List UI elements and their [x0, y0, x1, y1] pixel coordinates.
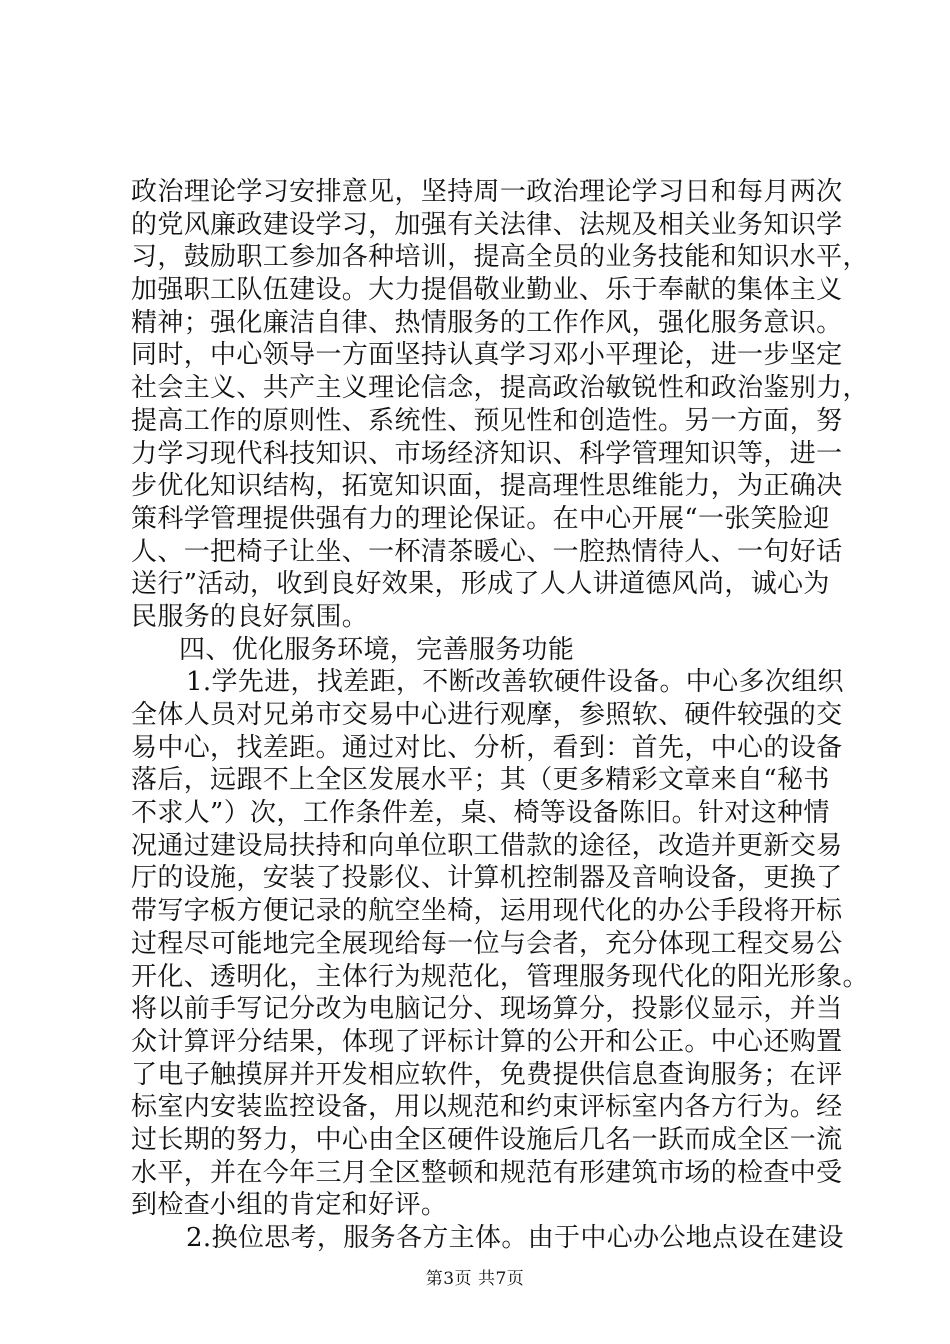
text-line: 况通过建设局扶持和向单位职工借款的途径，改造并更新交易	[131, 830, 843, 861]
text-line: 力学习现代科技知识、市场经济知识、科学管理知识等，进一	[131, 438, 843, 469]
text-line: 水平，并在今年三月全区整顿和规范有形建筑市场的检查中受	[131, 1157, 843, 1188]
text-line: 民服务的良好氛围。	[131, 601, 369, 632]
text-line: 将以前手写记分改为电脑记分、现场算分，投影仪显示，并当	[131, 994, 843, 1025]
text-line: 政治理论学习安排意见，坚持周一政治理论学习日和每月两次	[131, 177, 843, 207]
text-line: 带写字板方便记录的航空坐椅，运用现代化的办公手段将开标	[131, 896, 843, 927]
text-line: 落后，远跟不上全区发展水平；其（更多精彩文章来自“秘书	[131, 765, 830, 796]
text-line: 精神；强化廉洁自律、热情服务的工作作风，强化服务意识。	[131, 307, 843, 338]
text-line: 厅的设施，安装了投影仪、计算机控制器及音响设备，更换了	[131, 863, 843, 894]
item-heading-1: 1.学先进，找差距，不断改善软硬件设备。中心多次组织	[186, 667, 844, 698]
text-line: 同时，中心领导一方面坚持认真学习邓小平理论，进一步坚定	[131, 340, 843, 371]
text-line: 步优化知识结构，拓宽知识面，提高理性思维能力，为正确决	[131, 471, 843, 502]
text-line: 过长期的努力，中心由全区硬件设施后几名一跃而成全区一流	[131, 1124, 843, 1155]
body-text	[131, 176, 869, 1255]
text-line: 标室内安装监控设备，用以规范和约束评标室内各方行为。经	[131, 1092, 843, 1123]
item-heading-2: 2.换位思考，服务各方主体。由于中心办公地点设在建设	[186, 1223, 844, 1253]
text-line: 提高工作的原则性、系统性、预见性和创造性。另一方面，努	[131, 405, 843, 436]
text-line: 过程尽可能地完全展现给每一位与会者，充分体现工程交易公	[131, 928, 843, 959]
text-line: 了电子触摸屏并开发相应软件，免费提供信息查询服务；在评	[131, 1059, 843, 1090]
text-line: 送行”活动，收到良好效果，形成了人人讲道德风尚，诚心为	[131, 569, 830, 600]
text-line: 习，鼓励职工参加各种培训，提高全员的业务技能和知识水平，	[131, 242, 869, 273]
text-line: 全体人员对兄弟市交易中心进行观摩，参照软、硬件较强的交	[131, 700, 843, 730]
text-line: 众计算评分结果，体现了评标计算的公开和公正。中心还购置	[131, 1026, 843, 1057]
text-line: 开化、透明化，主体行为规范化，管理服务现代化的阳光形象。	[131, 961, 869, 992]
text-line: 易中心，找差距。通过对比、分析，看到：首先，中心的设备	[131, 732, 843, 763]
text-line: 不求人”）次，工作条件差，桌、椅等设备陈旧。针对这种情	[131, 798, 830, 829]
text-line: 到检查小组的肯定和好评。	[131, 1190, 448, 1221]
text-line: 人、一把椅子让坐、一杯清茶暖心、一腔热情待人、一句好话	[131, 536, 843, 567]
page-footer: 第3页 共7页	[425, 1269, 525, 1289]
text-line: 加强职工队伍建设。大力提倡敬业勤业、乐于奉献的集体主义	[131, 275, 843, 306]
section-heading: 四、优化服务环境，完善服务功能	[179, 634, 575, 665]
text-line: 社会主义、共产主义理论信念，提高政治敏锐性和政治鉴别力，	[131, 373, 869, 404]
text-line: 策科学管理提供强有力的理论保证。在中心开展“一张笑脸迎	[131, 503, 830, 534]
text-line: 的党风廉政建设学习，加强有关法律、法规及相关业务知识学	[131, 209, 843, 240]
